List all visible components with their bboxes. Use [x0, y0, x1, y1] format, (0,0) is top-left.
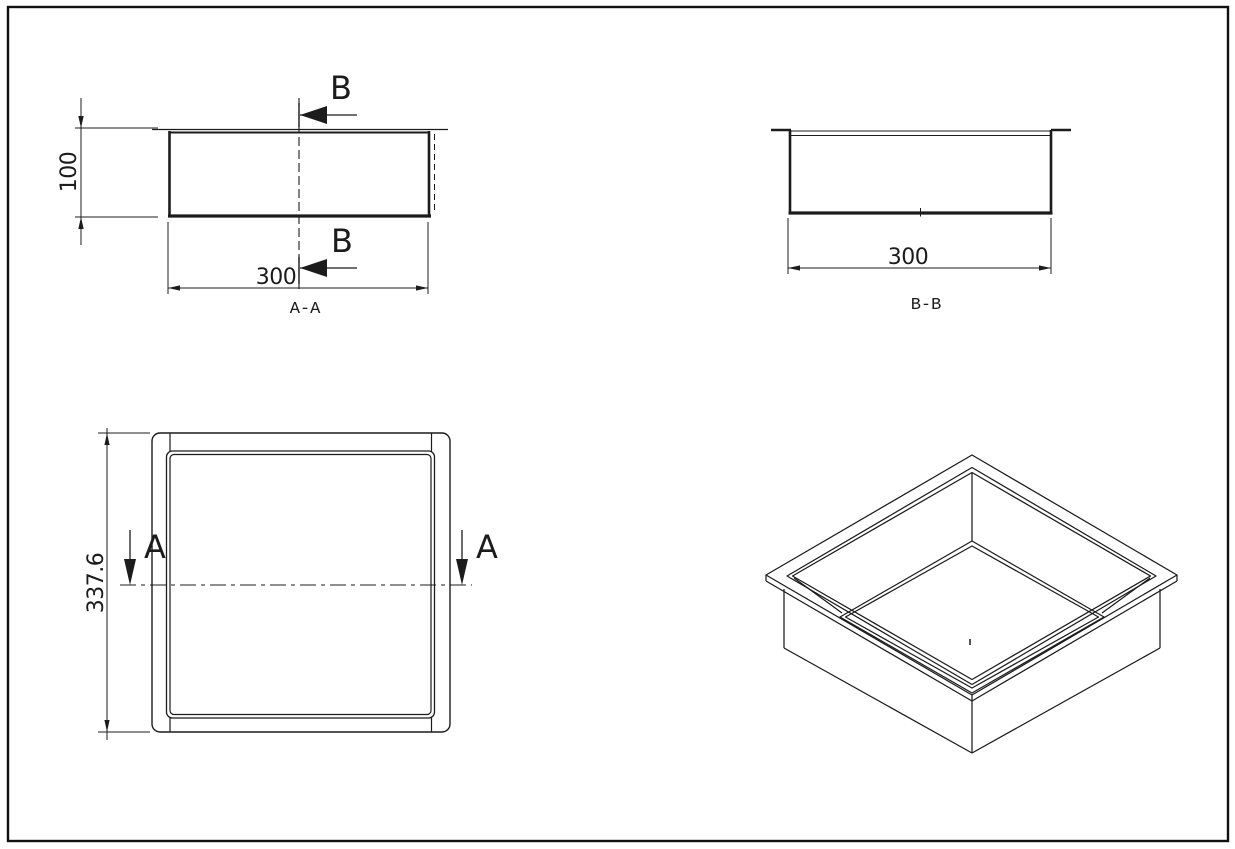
top-view	[84, 428, 498, 740]
section-arrow-icon	[124, 559, 136, 585]
section-view-b-b	[771, 130, 1071, 315]
section-marker-b-bottom	[299, 222, 357, 284]
bowl-wall-edges	[170, 433, 432, 732]
bowl-interior-edges	[794, 473, 1150, 694]
dim-arrow-icon	[104, 720, 109, 732]
section-arrow-icon	[456, 559, 468, 585]
flange-outer-edge	[152, 433, 450, 732]
dim-arrow-icon	[104, 433, 109, 445]
dim-value-height: 100	[57, 151, 82, 193]
dim-arrow-icon	[78, 116, 83, 128]
cut-letter-a-left: A	[144, 528, 166, 566]
dim-arrow-icon	[78, 217, 83, 229]
bowl-floor-outer	[840, 541, 1104, 693]
dimension-overall-337-6	[84, 428, 150, 740]
section-arrow-icon	[300, 106, 327, 124]
section-marker-a-right	[456, 528, 498, 585]
body-outline-edges	[784, 589, 1160, 753]
basin-outline-aa	[168, 131, 435, 217]
basin-outline-bb	[789, 130, 1053, 217]
isometric-view	[766, 455, 1177, 753]
cut-letter-b-bottom: B	[331, 222, 353, 260]
section-marker-b-top	[299, 69, 357, 127]
dim-value-width-aa: 300	[255, 265, 297, 290]
dim-value-overall: 337.6	[84, 552, 109, 614]
dimension-width-300-bb	[788, 218, 1051, 274]
dim-arrow-icon	[168, 285, 180, 290]
cut-letter-a-right: A	[476, 528, 498, 566]
dim-arrow-icon	[1039, 265, 1051, 270]
flange-thickness-edges	[766, 575, 1177, 701]
cut-letter-b-top: B	[330, 69, 352, 107]
bowl-floor-inner	[846, 546, 1099, 688]
section-marker-a-left	[124, 528, 166, 585]
dim-arrow-icon	[788, 265, 800, 270]
dimension-width-300-aa	[168, 222, 428, 294]
dimension-height-100	[57, 98, 158, 245]
section-arrow-icon	[300, 259, 327, 277]
view-label-bb: B-B	[910, 296, 942, 315]
section-view-a-a	[57, 69, 448, 319]
view-label-aa: A-A	[289, 300, 321, 319]
dim-arrow-icon	[416, 285, 428, 290]
dim-value-width-bb: 300	[887, 245, 929, 270]
